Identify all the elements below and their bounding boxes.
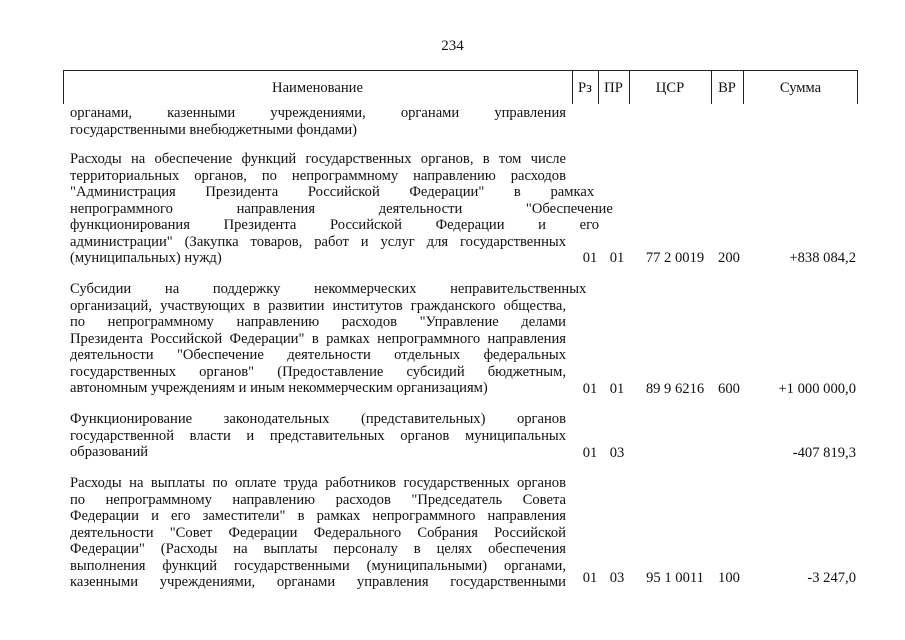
header-vr: ВР xyxy=(718,80,736,96)
cell-rz: 01 xyxy=(582,445,598,461)
cell-sum: +838 084,2 xyxy=(789,250,856,266)
cell-rz: 01 xyxy=(582,570,598,586)
row-text-line: Расходы на выплаты по оплате труда работников государственных органов xyxy=(70,475,566,491)
table-row-name xyxy=(70,281,587,397)
cell-vr: 200 xyxy=(718,250,740,266)
header-rz: Рз xyxy=(578,80,592,96)
table-row-name xyxy=(70,475,566,591)
row-text-line: функционирования Президента Российской Федерации и его xyxy=(70,217,600,233)
cell-rz: 01 xyxy=(582,381,598,397)
cell-pr: 01 xyxy=(609,381,625,397)
cell-sum: -3 247,0 xyxy=(807,570,856,586)
cell-rz: 01 xyxy=(582,250,598,266)
row-text-line: деятельности "Совет Федерации Федерального Собрания Российской xyxy=(70,524,566,541)
table-row-name xyxy=(70,105,566,138)
row-text-line: Функционирование законодательных (представительных) органов xyxy=(70,411,566,427)
row-text-line: Федерации" (Расходы на выплаты персоналу в целях обеспечения xyxy=(70,541,566,557)
row-text-line: администрации" (Закупка товаров, работ и услуг для государственных xyxy=(70,233,566,250)
cell-pr: 03 xyxy=(609,570,625,586)
row-text-line: деятельности "Обеспечение деятельности отдельных федеральных xyxy=(70,347,566,363)
header-pr: ПР xyxy=(604,80,623,96)
row-text-line: государственными внебюджетными фондами) xyxy=(70,121,358,138)
row-text-line: Субсидии на поддержку некоммерческих неправительственных xyxy=(70,281,587,297)
row-text-line: "Администрация Президента Российской Федерации" в рамках xyxy=(70,184,595,200)
row-text-line: автономным учреждениям и иным некоммерческим организациям) xyxy=(70,380,488,396)
row-text-line: по непрограммному направлению расходов "Председатель Совета xyxy=(70,491,566,508)
row-text-line: территориальных органов, по непрограммному направлению расходов xyxy=(70,167,566,184)
page-number: 234 xyxy=(441,38,464,54)
header-name: Наименование xyxy=(272,80,363,96)
cell-csr: 89 9 6216 xyxy=(645,381,705,397)
row-text-line: Федерации и его заместители" в рамках непрограммного направления xyxy=(70,508,566,524)
header-csr: ЦСР xyxy=(655,80,685,96)
cell-vr: 100 xyxy=(718,570,740,586)
header-sum: Сумма xyxy=(779,80,822,96)
row-text-line: (муниципальных) нужд) xyxy=(70,250,222,266)
row-text-line: выполнения функций государственными (муниципальными) органами, xyxy=(70,557,566,574)
row-text-line: Президента Российской Федерации" в рамках непрограммного направления xyxy=(70,330,566,347)
cell-sum: -407 819,3 xyxy=(792,445,856,461)
cell-pr: 01 xyxy=(609,250,625,266)
row-text-line: государственных органов" (Предоставление субсидий бюджетным, xyxy=(70,363,566,380)
cell-pr: 03 xyxy=(609,445,625,461)
row-text-line: по непрограммному направлению расходов "Управление делами xyxy=(70,314,566,330)
row-text-line: государственной власти и представительных органов муниципальных xyxy=(70,427,566,444)
cell-csr: 77 2 0019 xyxy=(645,250,705,266)
table-row-name xyxy=(70,411,566,461)
cell-csr: 95 1 0011 xyxy=(646,570,704,586)
row-text-line: образований xyxy=(70,444,149,460)
row-text-line: Расходы на обеспечение функций государственных органов, в том числе xyxy=(70,151,566,167)
row-text-line: непрограммного направления деятельности "Обеспечение xyxy=(70,200,613,217)
row-text-line: организаций, участвующих в развитии институтов гражданского общества, xyxy=(70,297,566,314)
row-text-line: казенными учреждениями, органами управления государственными xyxy=(70,574,566,590)
cell-vr: 600 xyxy=(718,381,740,397)
row-text-line: органами, казенными учреждениями, органами управления xyxy=(70,105,566,121)
cell-sum: +1 000 000,0 xyxy=(778,381,856,397)
